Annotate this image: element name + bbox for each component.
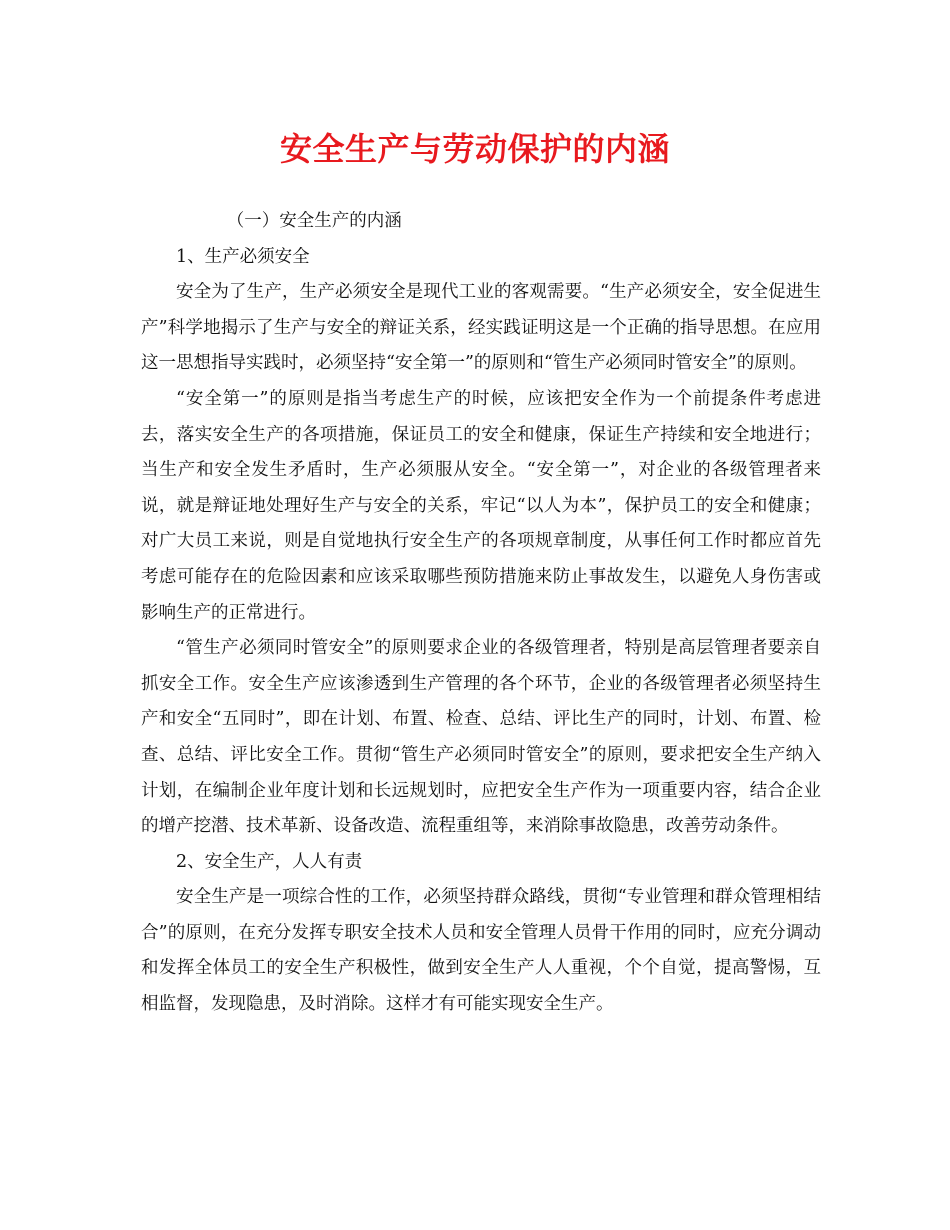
section-heading: （一）安全生产的内涵 — [226, 211, 402, 231]
paragraph-3: “管生产必须同时管安全”的原则要求企业的各级管理者，特别是高层管理者要亲自抓安全工作。安全生产应该渗透到生产管理的各个环节，企业的各级管理者必须坚持生产和安全“五同时”，即在计划、布置、检查、总结、评比生产的同时，计划、布置、检查、总结、评比安全工作。贯彻“管生产必须同时管安全”的原则，要求把安全生产纳入计划，在编制企业年度计划和长远规划时，应把安全生产作为一项重要内容，结合企业的增产挖潜、技术革新、设备改造、流程重组等，来消除事故隐患，改善劳动条件。 — [141, 638, 821, 837]
subheading-2: 2、安全生产，人人有责 — [176, 851, 363, 872]
paragraph-4: 安全生产是一项综合性的工作，必须坚持群众路线，贯彻“专业管理和群众管理相结合”的原则，在充分发挥专职安全技术人员和安全管理人员骨干作用的同时，应充分调动和发挥全体员工的安全生产积极性，做到安全生产人人重视，个个自觉，提高警惕，互相监督，发现隐患，及时消除。这样才有可能实现安全生产。 — [141, 887, 821, 1015]
document-title: 安全生产与劳动保护的内涵 — [279, 130, 670, 168]
subheading-1: 1、生产必须安全 — [176, 246, 310, 267]
document-body — [141, 204, 821, 1023]
paragraph-2: “安全第一”的原则是指当考虑生产的时候，应该把安全作为一个前提条件考虑进去，落实安全生产的各项措施，保证员工的安全和健康，保证生产持续和安全地进行；当生产和安全发生矛盾时，生产必须服从安全。“安全第一”，对企业的各级管理者来说，就是辩证地处理好生产与安全的关系，牢记“以人为本”，保护员工的安全和健康；对广大员工来说，则是自觉地执行安全生产的各项规章制度，从事任何工作时都应首先考虑可能存在的危险因素和应该采取哪些预防措施来防止事故发生，以避免人身伤害或影响生产的正常进行。 — [141, 388, 821, 623]
paragraph-1: 安全为了生产，生产必须安全是现代工业的客观需要。“生产必须安全，安全促进生产”科学地揭示了生产与安全的辩证关系，经实践证明这是一个正确的指导思想。在应用这一思想指导实践时，必须坚持“安全第一”的原则和“管生产必须同时管安全”的原则。 — [141, 282, 821, 374]
